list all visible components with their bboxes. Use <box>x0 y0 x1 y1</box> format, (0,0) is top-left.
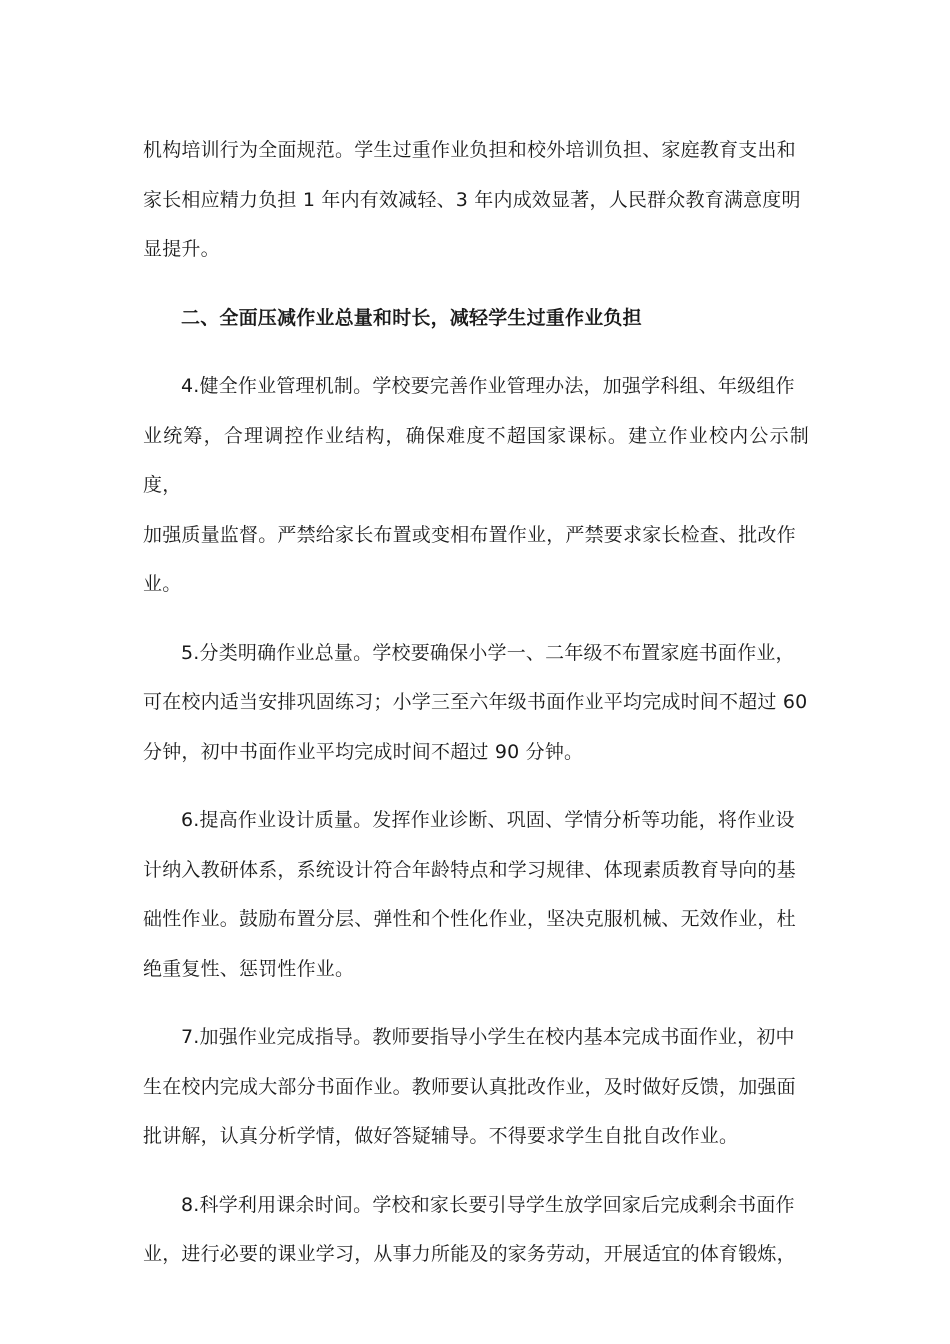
text-line: 可在校内适当安排巩固练习；小学三至六年级书面作业平均完成时间不超过 60 <box>143 691 808 713</box>
text-line: 业，进行必要的课业学习，从事力所能及的家务劳动，开展适宜的体育锻炼， <box>143 1243 796 1265</box>
text-line: 计纳入教研体系，系统设计符合年龄特点和学习规律、体现素质教育导向的基 <box>143 858 796 881</box>
text-line: 家长相应精力负担 1 年内有效减轻、3 年内成效显著，人民群众教育满意度明 <box>143 188 801 211</box>
paragraph-item-5 <box>143 629 809 778</box>
text-line: 4.健全作业管理机制。学校要完善作业管理办法，加强学科组、年级组作 <box>181 375 795 397</box>
text-line: 显提升。 <box>143 238 220 260</box>
text-line: 批讲解，认真分析学情，做好答疑辅导。不得要求学生自批自改作业。 <box>143 1125 739 1147</box>
text-line: 加强质量监督。严禁给家长布置或变相布置作业，严禁要求家长检查、批改作 <box>143 523 796 546</box>
paragraph-intro-continuation <box>143 126 809 275</box>
text-line: 分钟，初中书面作业平均完成时间不超过 90 分钟。 <box>143 740 584 763</box>
heading-text: 二、全面压减作业总量和时长，减轻学生过重作业负担 <box>181 306 642 329</box>
paragraph-item-7 <box>143 1013 809 1162</box>
paragraph-item-8 <box>143 1181 809 1280</box>
text-line: 5.分类明确作业总量。学校要确保小学一、二年级不布置家庭书面作业， <box>181 641 795 664</box>
text-line: 机构培训行为全面规范。学生过重作业负担和校外培训负担、家庭教育支出和 <box>143 139 796 161</box>
text-line: 6.提高作业设计质量。发挥作业诊断、巩固、学情分析等功能，将作业设 <box>181 809 795 831</box>
text-line: 业统筹，合理调控作业结构，确保难度不超国家课标。建立作业校内公示制度， <box>143 424 809 496</box>
text-line: 生在校内完成大部分书面作业。教师要认真批改作业，及时做好反馈，加强面 <box>143 1075 796 1098</box>
document-page <box>143 126 809 1280</box>
paragraph-item-6 <box>143 796 809 994</box>
text-line: 8.科学利用课余时间。学校和家长要引导学生放学回家后完成剩余书面作 <box>181 1193 795 1216</box>
text-line: 7.加强作业完成指导。教师要指导小学生在校内基本完成书面作业，初中 <box>181 1026 795 1048</box>
text-line: 绝重复性、惩罚性作业。 <box>143 957 355 980</box>
text-line: 业。 <box>143 573 182 595</box>
paragraph-item-4 <box>143 362 809 610</box>
text-line: 础性作业。鼓励布置分层、弹性和个性化作业，坚决克服机械、无效作业，杜 <box>143 908 796 930</box>
section-heading <box>143 294 809 344</box>
